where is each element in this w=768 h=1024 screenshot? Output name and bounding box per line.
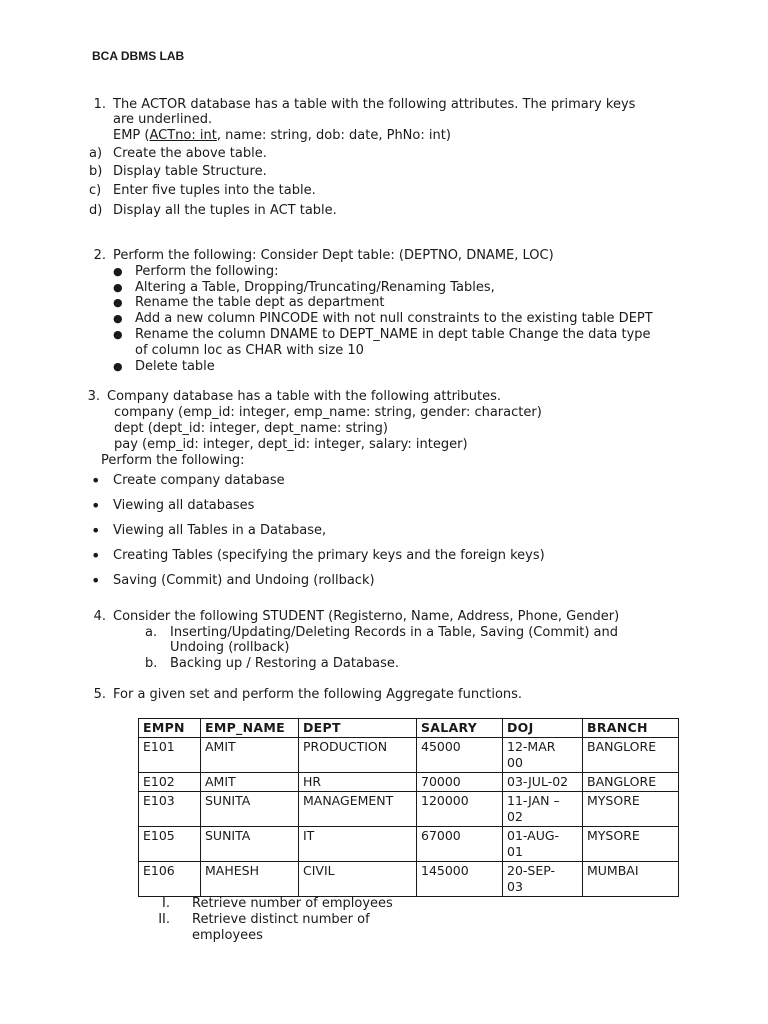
q4-text-line1: Consider the following STUDENT (Registerno, Name, Address, Phone, Gender) <box>113 609 620 624</box>
cell-emp-name: SUNITA <box>201 827 299 862</box>
q3-bullet-5: Saving (Commit) and Undoing (rollback) <box>113 573 375 588</box>
cell-emp-name: AMIT <box>201 738 299 773</box>
q3-bullet-2: Viewing all databases <box>113 498 255 513</box>
bullet-dot-icon: • <box>91 546 101 565</box>
q1-item-c-text: Enter five tuples into the table. <box>113 183 316 198</box>
q1-text-line2: are underlined. <box>113 112 213 127</box>
employee-table <box>138 718 679 897</box>
cell-doj-line1: 11-JAN – <box>507 793 560 808</box>
q5-text-line1: For a given set and perform the following Aggregate functions. <box>113 687 523 702</box>
cell-doj-line1: 20-SEP- <box>507 863 556 878</box>
q3-schema-pay: pay (emp_id: integer, dept_id: integer, salary: integer) <box>114 437 468 452</box>
cell-doj-line1: 12-MAR <box>507 739 556 754</box>
cell-doj-line2: 02 <box>507 809 523 824</box>
q3-schema-dept: dept (dept_id: integer, dept_name: string) <box>114 421 388 436</box>
q3-text-line1: Company database has a table with the following attributes. <box>107 389 502 404</box>
cell-doj-line1: 03-JUL-02 <box>507 774 569 789</box>
document-header: BCA DBMS LAB <box>92 49 185 63</box>
bullet-dot-icon: • <box>91 521 101 540</box>
bullet-dot-icon: ● <box>113 312 123 325</box>
cell-branch: MYSORE <box>583 827 679 862</box>
bullet-dot-icon: • <box>91 571 101 590</box>
cell-dept: HR <box>299 773 417 792</box>
cell-dept: PRODUCTION <box>299 738 417 773</box>
cell-doj-line2: 00 <box>507 755 523 770</box>
cell-salary: 70000 <box>417 773 503 792</box>
q5-question-1-text: Retrieve number of employees <box>192 896 393 911</box>
q4-item-a-text: Inserting/Updating/Deleting Records in a Table, Saving (Commit) and <box>170 625 619 640</box>
column-header-empn: EMPN <box>139 719 201 738</box>
q1-schema-prefix: EMP ( <box>113 128 150 143</box>
q1-schema-rest: , name: string, dob: date, PhNo: int) <box>216 128 451 143</box>
cell-salary: 120000 <box>417 792 503 827</box>
q4-number: 4. <box>93 609 106 624</box>
q1-item-c-label: c) <box>89 183 102 198</box>
cell-emp-name: SUNITA <box>201 792 299 827</box>
q1-item-a-text: Create the above table. <box>113 146 267 161</box>
table-row <box>139 827 679 862</box>
bullet-dot-icon: • <box>91 496 101 515</box>
q3-bullet-1: Create company database <box>113 473 285 488</box>
cell-doj <box>503 792 583 827</box>
bullet-dot-icon: ● <box>113 328 123 341</box>
cell-dept: IT <box>299 827 417 862</box>
q2-bullet-2: Altering a Table, Dropping/Truncating/Renaming Tables, <box>135 280 495 295</box>
q4-item-b-text: Backing up / Restoring a Database. <box>170 656 400 671</box>
cell-salary: 45000 <box>417 738 503 773</box>
q5-question-1-label: I. <box>162 896 170 911</box>
column-header-emp-name: EMP_NAME <box>201 719 299 738</box>
column-header-salary: SALARY <box>417 719 503 738</box>
cell-empn: E103 <box>139 792 201 827</box>
cell-branch: MYSORE <box>583 792 679 827</box>
q4-item-b-label: b. <box>145 656 158 671</box>
q1-number: 1. <box>93 97 106 112</box>
q5-question-2-text: Retrieve distinct number of <box>192 912 370 927</box>
cell-dept: CIVIL <box>299 862 417 897</box>
bullet-dot-icon: ● <box>113 360 123 373</box>
cell-branch: MUMBAI <box>583 862 679 897</box>
cell-doj-line1: 01-AUG- <box>507 828 560 843</box>
cell-empn: E102 <box>139 773 201 792</box>
cell-empn: E101 <box>139 738 201 773</box>
q3-perform-label: Perform the following: <box>101 453 245 468</box>
q2-bullet-5: Rename the column DNAME to DEPT_NAME in dept table Change the data type <box>135 327 651 342</box>
column-header-branch: BRANCH <box>583 719 679 738</box>
q1-item-d-text: Display all the tuples in ACT table. <box>113 203 337 218</box>
q5-question-2-cont: employees <box>192 928 263 943</box>
q3-bullet-4: Creating Tables (specifying the primary keys and the foreign keys) <box>113 548 545 563</box>
bullet-dot-icon: ● <box>113 265 123 278</box>
q1-item-b-text: Display table Structure. <box>113 164 267 179</box>
cell-doj <box>503 738 583 773</box>
cell-dept: MANAGEMENT <box>299 792 417 827</box>
q2-bullet-1: Perform the following: <box>135 264 279 279</box>
q4-item-a-cont: Undoing (rollback) <box>170 640 290 655</box>
q1-item-a-label: a) <box>89 146 103 161</box>
column-header-doj: DOJ <box>503 719 583 738</box>
q2-bullet-6: Delete table <box>135 359 215 374</box>
table-row <box>139 773 679 792</box>
cell-doj <box>503 827 583 862</box>
q2-bullet-3: Rename the table dept as department <box>135 295 385 310</box>
table-row <box>139 792 679 827</box>
cell-doj-line2: 03 <box>507 879 523 894</box>
cell-branch: BANGLORE <box>583 773 679 792</box>
cell-doj-line2: 01 <box>507 844 523 859</box>
q2-number: 2. <box>93 248 106 263</box>
table-header-row <box>139 719 679 738</box>
cell-empn: E106 <box>139 862 201 897</box>
bullet-dot-icon: ● <box>113 281 123 294</box>
column-header-dept: DEPT <box>299 719 417 738</box>
cell-branch: BANGLORE <box>583 738 679 773</box>
q2-text-line1: Perform the following: Consider Dept table: (DEPTNO, DNAME, LOC) <box>113 248 554 263</box>
cell-doj <box>503 862 583 897</box>
bullet-dot-icon: • <box>91 471 101 490</box>
q1-item-b-label: b) <box>89 164 103 179</box>
bullet-dot-icon: ● <box>113 296 123 309</box>
q2-bullet-4: Add a new column PINCODE with not null constraints to the existing table DEPT <box>135 311 653 326</box>
cell-emp-name: MAHESH <box>201 862 299 897</box>
q5-question-2-label: II. <box>158 912 170 927</box>
q1-schema-key: ACTno: int <box>149 128 217 143</box>
table-row <box>139 738 679 773</box>
table-row <box>139 862 679 897</box>
cell-salary: 67000 <box>417 827 503 862</box>
cell-salary: 145000 <box>417 862 503 897</box>
cell-doj <box>503 773 583 792</box>
q4-item-a-label: a. <box>145 625 158 640</box>
cell-emp-name: AMIT <box>201 773 299 792</box>
q1-text-line1: The ACTOR database has a table with the following attributes. The primary keys <box>113 97 636 112</box>
q1-schema <box>113 128 451 144</box>
q3-number: 3. <box>87 389 100 404</box>
q1-item-d-label: d) <box>89 203 103 218</box>
cell-empn: E105 <box>139 827 201 862</box>
q5-number: 5. <box>93 687 106 702</box>
q3-bullet-3: Viewing all Tables in a Database, <box>113 523 327 538</box>
q3-schema-company: company (emp_id: integer, emp_name: string, gender: character) <box>114 405 542 420</box>
q2-bullet-5-cont: of column loc as CHAR with size 10 <box>135 343 364 358</box>
